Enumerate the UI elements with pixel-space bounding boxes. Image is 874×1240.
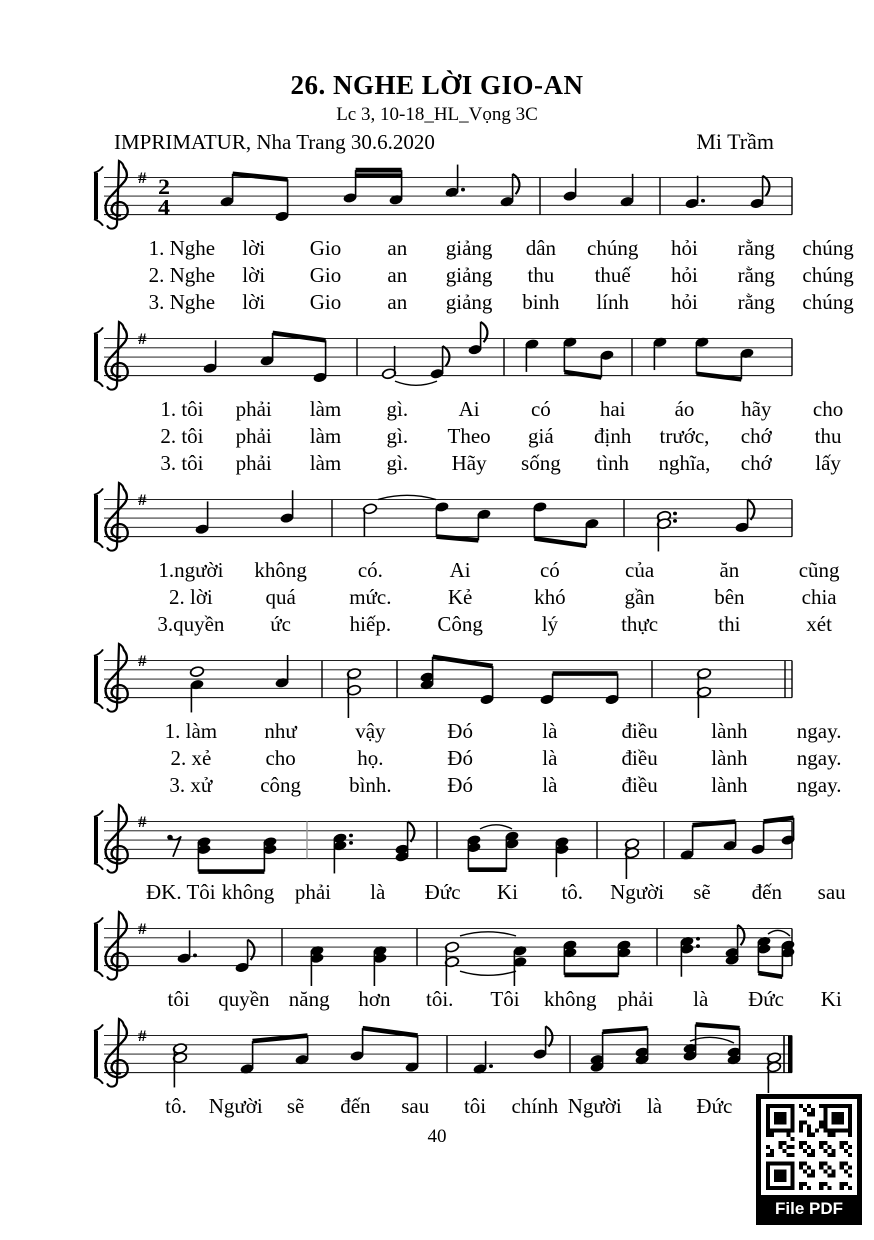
lyric-syllable: năng <box>288 987 330 1011</box>
lyric-syllable: 1. Nghe <box>148 236 216 260</box>
lyric-syllable: sẽ <box>693 880 711 904</box>
qr-pattern <box>761 1099 857 1195</box>
lyric-syllable: lành <box>711 773 748 797</box>
lyric-syllable: lời <box>242 290 266 314</box>
staff-7 <box>92 1017 804 1093</box>
lyric-syllable: tôi <box>167 987 190 1011</box>
lyric-syllable: dân <box>525 236 557 260</box>
lyric-syllable: xét <box>806 612 832 636</box>
byline-row <box>0 126 874 155</box>
lyric-syllable: chính <box>511 1094 559 1118</box>
lyric-syllable: 2. lời <box>168 585 213 609</box>
lyric-syllable: công <box>260 773 302 797</box>
system-4 <box>92 642 874 799</box>
lyric-syllable: sẽ <box>286 1094 305 1118</box>
lyric-syllable: rằng <box>737 236 775 260</box>
lyric-syllable: quá <box>265 585 296 609</box>
lyric-syllable: họ. <box>357 746 384 770</box>
lyric-syllable: Hãy <box>451 451 487 475</box>
lyric-syllable: chúng <box>802 290 854 314</box>
lyric-syllable: làm <box>309 424 342 448</box>
lyric-syllable: hai <box>599 397 626 421</box>
lyric-syllable: bình. <box>349 773 392 797</box>
lyrics-block <box>146 235 864 316</box>
page-number: 40 <box>427 1126 447 1147</box>
lyric-syllable: khó <box>534 585 566 609</box>
lyric-line <box>146 772 864 799</box>
lyric-syllable: cũng <box>798 558 840 582</box>
svg-text:#: # <box>138 168 147 187</box>
svg-text:#: # <box>138 490 147 509</box>
lyric-syllable: làm <box>309 397 342 421</box>
system-3 <box>92 481 874 638</box>
lyric-syllable: ức <box>270 612 291 636</box>
staff-3 <box>92 481 804 557</box>
lyric-syllable: Đó <box>447 746 473 770</box>
lyric-syllable: an <box>387 263 408 287</box>
lyrics-block <box>146 879 864 906</box>
lyric-line <box>146 289 864 316</box>
lyric-syllable: quyền <box>218 987 270 1011</box>
system-2 <box>92 320 874 477</box>
qr-code[interactable] <box>756 1094 862 1225</box>
system-5 <box>92 803 874 906</box>
lyric-syllable: Ki <box>820 987 842 1011</box>
lyric-syllable: không <box>221 880 275 904</box>
lyric-syllable: là <box>646 1094 663 1118</box>
lyric-syllable: tô. <box>561 880 584 904</box>
svg-text:#: # <box>138 651 147 670</box>
lyric-syllable: 2. Nghe <box>148 263 216 287</box>
lyric-line <box>146 745 864 772</box>
system-1 <box>92 159 874 316</box>
lyric-syllable: gì. <box>386 424 409 448</box>
lyric-syllable: mức. <box>349 585 392 609</box>
lyric-syllable: ngay. <box>796 773 842 797</box>
lyric-line <box>146 396 864 423</box>
lyric-syllable: chớ <box>740 424 772 448</box>
lyric-syllable: phải <box>617 987 654 1011</box>
lyric-syllable: an <box>387 236 408 260</box>
lyric-syllable: Theo <box>447 424 491 448</box>
lyric-line <box>146 557 864 584</box>
lyric-syllable: giá <box>528 424 554 448</box>
lyric-syllable: Kẻ <box>447 585 473 609</box>
lyric-syllable: là <box>542 746 558 770</box>
lyric-syllable: không <box>254 558 307 582</box>
lyric-line <box>146 879 864 906</box>
lyric-syllable: Ki <box>496 880 518 904</box>
lyric-syllable: Gio <box>309 263 342 287</box>
lyric-syllable: lành <box>711 719 748 743</box>
lyric-syllable: phải <box>235 451 272 475</box>
lyric-syllable: ăn <box>719 558 740 582</box>
lyric-line <box>146 235 864 262</box>
lyric-syllable: gì. <box>386 397 409 421</box>
lyric-syllable: tình <box>596 451 630 475</box>
svg-text:#: # <box>138 812 147 831</box>
lyric-syllable: điều <box>621 719 658 743</box>
lyric-syllable: Đức <box>424 880 461 904</box>
lyric-syllable: Đó <box>447 719 473 743</box>
svg-text:2: 2 <box>158 174 170 200</box>
lyric-syllable: ngay. <box>796 719 842 743</box>
lyrics-block <box>146 986 864 1013</box>
lyric-syllable: lời <box>242 263 266 287</box>
lyric-syllable: 3. tôi <box>160 451 204 475</box>
lyric-syllable: rằng <box>737 290 775 314</box>
qr-label: File PDF <box>774 1199 843 1218</box>
lyric-syllable: Ai <box>449 558 471 582</box>
lyric-syllable: điều <box>621 773 658 797</box>
lyric-syllable: hỏi <box>671 236 698 260</box>
lyric-syllable: sau <box>401 1094 430 1118</box>
composer-name: Mi Trầm <box>696 129 774 154</box>
lyric-syllable: hiếp. <box>349 612 392 636</box>
lyric-syllable: bên <box>714 585 745 609</box>
lyric-syllable: có <box>539 558 560 582</box>
lyric-syllable: Đức <box>696 1094 733 1118</box>
lyric-syllable: thi <box>718 612 741 636</box>
lyric-syllable: phải <box>235 424 272 448</box>
lyric-syllable: áo <box>674 397 695 421</box>
imprimatur-text: IMPRIMATUR, Nha Trang 30.6.2020 <box>114 130 435 154</box>
lyric-syllable: không <box>543 987 597 1011</box>
staff-5 <box>92 803 804 879</box>
lyric-syllable: giảng <box>445 290 493 314</box>
lyric-syllable: Đức <box>748 987 784 1011</box>
lyric-syllable: có. <box>357 558 383 582</box>
lyric-syllable: điều <box>621 746 658 770</box>
lyric-syllable: định <box>594 424 632 448</box>
lyric-syllable: là <box>542 773 558 797</box>
lyric-syllable: làm <box>309 451 342 475</box>
lyric-syllable: Ai <box>458 397 480 421</box>
lyric-syllable: vậy <box>355 719 386 743</box>
lyric-syllable: 3. Nghe <box>148 290 216 314</box>
lyric-syllable: sống <box>521 451 561 475</box>
music-systems <box>0 159 874 1120</box>
staff-2 <box>92 320 804 396</box>
lyric-syllable: sau <box>817 880 846 904</box>
svg-text:#: # <box>138 329 147 348</box>
lyric-syllable: an <box>387 290 408 314</box>
svg-text:#: # <box>138 919 147 938</box>
lyric-syllable: phải <box>294 880 331 904</box>
lyric-line <box>146 423 864 450</box>
lyric-syllable: thuế <box>594 263 631 287</box>
lyric-syllable: có <box>530 397 551 421</box>
lyric-line <box>146 718 864 745</box>
lyric-syllable: lính <box>596 290 630 314</box>
lyric-syllable: chúng <box>802 263 854 287</box>
lyric-syllable: 1. làm <box>164 719 218 743</box>
lyric-syllable: chúng <box>587 236 639 260</box>
lyric-syllable: giảng <box>445 263 493 287</box>
staff-4 <box>92 642 804 718</box>
lyric-syllable: trước, <box>659 424 710 448</box>
lyrics-block <box>146 396 864 477</box>
lyric-syllable: binh <box>522 290 560 314</box>
lyric-syllable: hỏi <box>671 290 698 314</box>
lyric-syllable: là <box>542 719 558 743</box>
lyric-syllable: như <box>264 719 297 743</box>
lyric-syllable: gì. <box>386 451 409 475</box>
staff-6 <box>92 910 804 986</box>
staff-1 <box>92 159 804 235</box>
svg-text:4: 4 <box>158 195 170 221</box>
lyric-syllable: 1. tôi <box>160 397 204 421</box>
lyric-syllable: rằng <box>737 263 775 287</box>
lyric-syllable: 2. xẻ <box>170 746 212 770</box>
lyric-syllable: Người <box>208 1094 263 1118</box>
lyrics-block <box>146 718 864 799</box>
lyric-syllable: hỏi <box>671 263 698 287</box>
lyric-syllable: là <box>370 880 386 904</box>
lyric-syllable: Công <box>437 612 483 636</box>
lyric-syllable: thu <box>527 263 555 287</box>
lyrics-block <box>146 557 864 638</box>
lyric-syllable: tô. <box>165 1094 187 1118</box>
lyric-syllable: cho <box>265 746 296 770</box>
lyric-line <box>146 584 864 611</box>
lyric-syllable: Người <box>610 880 665 904</box>
lyric-syllable: chia <box>801 585 837 609</box>
lyric-syllable: thực <box>621 612 659 636</box>
lyric-syllable: cho <box>812 397 844 421</box>
lyric-syllable: lành <box>711 746 748 770</box>
lyric-line <box>146 450 864 477</box>
lyric-syllable: Tôi <box>490 987 520 1011</box>
lyric-syllable: ĐK. Tôi <box>146 880 216 904</box>
lyric-line <box>146 262 864 289</box>
lyric-syllable: đến <box>751 880 782 904</box>
system-6 <box>92 910 874 1013</box>
lyric-syllable: lý <box>541 612 559 636</box>
lyric-line <box>146 611 864 638</box>
lyric-syllable: Gio <box>309 236 342 260</box>
lyric-line <box>146 986 864 1013</box>
lyric-syllable: đến <box>340 1094 371 1118</box>
lyric-syllable: của <box>625 558 655 582</box>
song-subtitle: Lc 3, 10-18_HL_Vọng 3C <box>336 104 538 125</box>
lyric-syllable: là <box>693 987 709 1011</box>
lyric-syllable: hơn <box>358 987 391 1011</box>
lyric-syllable: chúng <box>802 236 854 260</box>
lyric-syllable: 3. xử <box>169 773 213 797</box>
lyric-syllable: tôi <box>463 1094 487 1118</box>
lyric-syllable: phải <box>235 397 272 421</box>
lyric-syllable: Đó <box>447 773 473 797</box>
lyric-syllable: thu <box>814 424 842 448</box>
lyric-syllable: ngay. <box>796 746 842 770</box>
lyric-syllable: Người <box>567 1094 622 1118</box>
lyric-syllable: tôi. <box>425 987 454 1011</box>
lyric-syllable: 2. tôi <box>160 424 204 448</box>
svg-text:#: # <box>138 1026 147 1045</box>
song-title: 26. NGHE LỜI GIO-AN <box>290 70 584 100</box>
lyric-syllable: lấy <box>815 451 841 475</box>
lyric-syllable: hãy <box>741 397 772 421</box>
lyric-syllable: 3.quyền <box>157 612 225 636</box>
lyric-syllable: lời <box>242 236 266 260</box>
lyric-syllable: gần <box>624 585 655 609</box>
lyric-syllable: nghĩa, <box>658 451 711 475</box>
lyric-syllable: Gio <box>309 290 342 314</box>
lyric-syllable: chớ <box>740 451 772 475</box>
lyric-syllable: giảng <box>445 236 493 260</box>
lyric-syllable: 1.người <box>158 558 224 582</box>
qr-image <box>766 1104 852 1190</box>
